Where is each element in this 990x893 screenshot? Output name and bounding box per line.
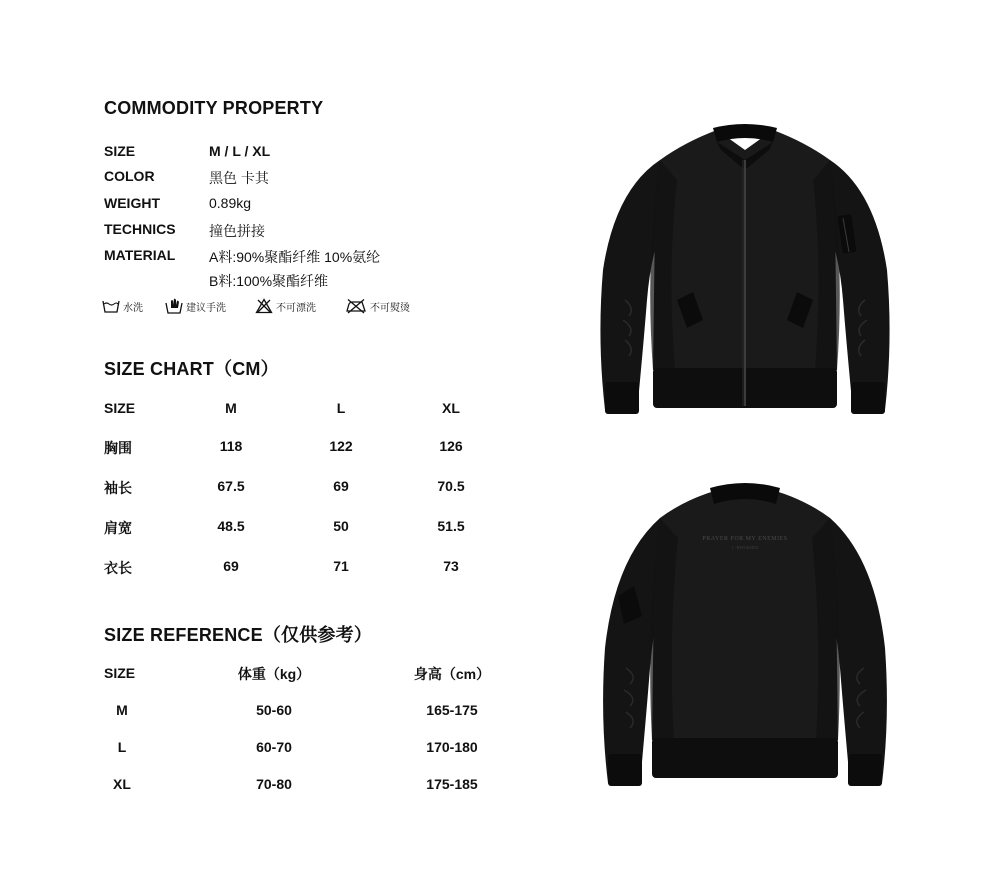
size-chart-cell: 71 [333, 558, 349, 574]
size-chart-row-length: 衣长 [104, 560, 132, 576]
size-chart-cell: 69 [223, 558, 239, 574]
back-print-subtext: 1 · REFORMED [731, 545, 759, 550]
size-chart-cell: 67.5 [217, 478, 245, 494]
no-iron-icon [345, 298, 367, 314]
size-chart-cell: 122 [329, 438, 353, 454]
size-chart-cell: 48.5 [217, 518, 245, 534]
size-chart-row-chest: 胸围 [104, 440, 132, 456]
size-chart-header-xl: XL [442, 400, 460, 416]
care-label-no-bleach: 不可漂洗 [276, 302, 316, 314]
size-reference-header-size: SIZE [104, 665, 136, 681]
size-chart-header-size: SIZE [104, 400, 136, 416]
property-value-color: 黑色 卡其 [209, 170, 269, 186]
property-label-technics: TECHNICS [104, 221, 176, 237]
size-reference-weight: 50-60 [256, 702, 292, 718]
property-label-color: COLOR [104, 168, 155, 184]
care-item-no-bleach [255, 296, 316, 316]
jacket-back-image [590, 478, 900, 798]
care-label-hand-wash: 建议手洗 [186, 302, 226, 314]
size-reference-weight: 60-70 [256, 739, 292, 755]
size-chart-title: SIZE CHART（CM） [104, 359, 279, 379]
property-value-weight: 0.89kg [209, 195, 252, 211]
size-chart-row-sleeve: 袖长 [104, 480, 132, 496]
wash-tub-icon [102, 298, 120, 314]
size-reference-size: L [117, 739, 127, 755]
property-label-size: SIZE [104, 143, 136, 159]
size-chart-header-l: L [336, 400, 346, 416]
care-label-wash: 水洗 [123, 302, 143, 314]
size-reference-size: M [116, 702, 128, 718]
size-reference-height: 175-185 [426, 776, 478, 792]
property-value-material-b: B料:100%聚酯纤维 [209, 273, 329, 289]
size-reference-height: 165-175 [426, 702, 478, 718]
size-chart-cell: 70.5 [437, 478, 465, 494]
commodity-title: COMMODITY PROPERTY [104, 98, 324, 118]
size-chart-cell: 73 [443, 558, 459, 574]
size-chart-cell: 50 [333, 518, 349, 534]
care-item-hand-wash [165, 296, 226, 316]
care-label-no-iron: 不可熨烫 [370, 302, 410, 314]
care-item-no-iron [345, 296, 410, 316]
size-reference-height: 170-180 [426, 739, 478, 755]
size-chart-cell: 69 [333, 478, 349, 494]
care-item-wash [102, 296, 143, 316]
size-reference-header-height: 身高（cm） [413, 666, 491, 682]
hand-wash-icon [165, 297, 183, 315]
size-reference-title: SIZE REFERENCE（仅供参考） [104, 625, 373, 645]
property-value-material: A料:90%聚酯纤维 10%氨纶 [209, 249, 381, 265]
size-chart-row-shoulder: 肩宽 [104, 520, 132, 536]
no-bleach-icon [255, 298, 273, 314]
jacket-front-image [585, 120, 905, 430]
size-chart-cell: 51.5 [437, 518, 465, 534]
size-chart-header-m: M [225, 400, 237, 416]
property-value-size: M / L / XL [209, 143, 271, 159]
size-chart-cell: 118 [219, 438, 243, 454]
property-label-weight: WEIGHT [104, 195, 160, 211]
size-reference-size: XL [113, 776, 131, 792]
size-reference-weight: 70-80 [256, 776, 292, 792]
property-label-material: MATERIAL [104, 247, 176, 263]
size-chart-cell: 126 [439, 438, 463, 454]
back-print-text: PRAYER FOR MY ENEMIES [702, 536, 788, 542]
property-value-technics: 撞色拼接 [209, 223, 265, 239]
size-reference-header-weight: 体重（kg） [237, 666, 311, 682]
jacket-back-shape [590, 478, 900, 798]
